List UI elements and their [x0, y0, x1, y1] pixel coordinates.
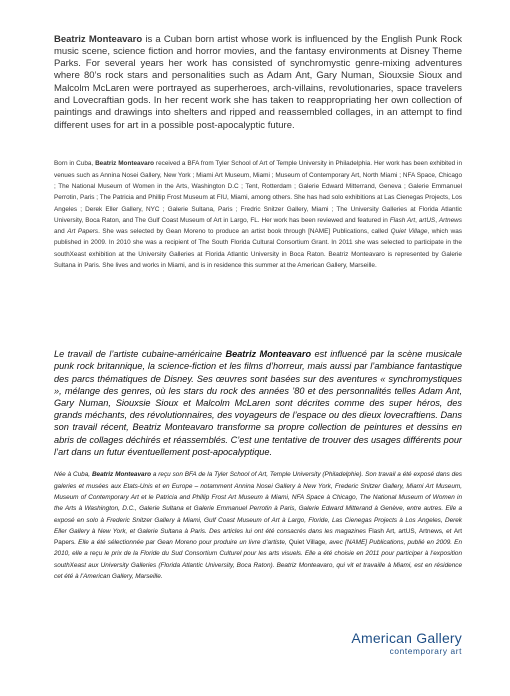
- gallery-logo-subtitle: contemporary art: [389, 646, 462, 656]
- gallery-logo-name: American Gallery: [351, 630, 462, 646]
- bio-text: ,: [415, 216, 419, 224]
- intro-text: Le travail de l’artiste cubaine-américaine: [54, 349, 226, 360]
- publication-title: Art Papers: [67, 228, 99, 236]
- book-title: Quiet Village: [390, 228, 428, 236]
- artist-name: Beatriz Monteavaro: [95, 160, 155, 168]
- bio-text: received a BFA from Tyler School of Art of Temple University in Philadelphia. Her work has been exhibited in venues such as Annina Nosei Gallery, New York ; Miami Art Museum, Miami ; Museum of Contemporary Art, North Miami ; NFA Space, Chicago ; The National Museum of Women in the Arts, Washington D.C ; Tent, Rotterdam ; Galerie Edward Mitterrand, Geneva ; Galerie Emmanuel Perrotin, Paris ; The Patricia and Phillip Frost Museum at FIU, Miami, among others. She has had solo exhibitions at Las Cienegas Projects, Los Angeles ; Derek Eller Gallery, NYC ; Galerie Sultana, Paris ; Fredric Snitzer Gallery, Miami ; The University Galleries at Florida Atlantic University, Boca Raton, and The Gulf Coast Museum of Art in Largo, FL. Her work has been reviewed and featured in: [54, 160, 463, 224]
- publication-title: Flash Art: [389, 216, 416, 224]
- bio-text: , which was published in 2009. In 2010 she was a recipient of The South Florida Cultural Consortium Grant. In 2011 she was selected to participate in the southXeast exhibition at the University Galleries at Florida Atlantic University in Boca Raton. Beatriz Monteavaro is represented by Galerie Sultana in Paris. She lives and works in Miami, and is in residence this summer at the American Gallery, Marseille.: [54, 228, 462, 270]
- publication-title: Artnews: [418, 527, 442, 535]
- artist-name: Beatriz Monteavaro: [225, 349, 312, 360]
- bio-text: ,: [435, 216, 439, 224]
- intro-text: is a Cuban born artist whose work is influenced by the English Punk Rock music scene, science fiction and horror movies, and the fantasy environments at Disney Theme Parks. For several years her work has consisted of synchromystic genre-mixing adventures where 80’s rock stars and personalities such as Adam Ant, Gary Numan, Siouxsie Sioux and Malcolm McLaren were portrayed as superheroes, arch-villains, revolutionaries, space travelers and Lovecraftian gods. In her recent work she has taken to reappropriating her own collection of paintings and drawings into shelters and ripped and reassembled collages, in an attempt to find different uses for art in a possible post-apocalyptic future.: [54, 33, 462, 131]
- bio-text: , et: [441, 527, 454, 535]
- bio-text: Née à Cuba,: [54, 471, 92, 479]
- intro-text: est influencé par la scène musicale punk rock britannique, la science-fiction et les films d’horreur, mais aussi par l’ambiance fantastique des parcs thématiques de Disney. Ses œuvres sont basées sur des aventures « synchromystiques », mélange des genres, où les stars du rock des années ’80 et des personnalités telles Adam Ant, Gary Numan, Siouxsie Sioux et Malcolm McLaren sont décrites comme des super héros, des grands méchants, des révolutionnaires, des voyageurs de l’espace ou des dieux lovecraftiens. Dans son travail récent, Beatriz Monteavaro transforme sa propre collection de peintures et dessins en abris de collages déchirés et réassemblés. C’est une tentative de trouver des usages différents pour l’art dans un futur éventuellement post-apocalyptique.: [54, 349, 462, 457]
- bio-text: , avec [NAME] Publications, publié en 2009. En 2010, elle a reçu le prix de la Floride du Sud Consortium Culturel pour les arts visuels. Elle a été choisie en 2011 pour participer à l’exposition southXeast aux University Galleries (Florida Atlantic University, Boca Raton). Beatriz Monteavaro, qui vit et travaille à Miami, est en résidence cet été à l’American Gallery, Marseille.: [54, 539, 462, 581]
- bio-text: a reçu son BFA de la Tyler School of Art, Temple University (Philadelphie). Son travail a été exposé dans des galeries et musées aux Etats-Unis et en Europe – notamment Annina Nosei Gallery à New York, Frederic Snitzer Gallery, Miami Art Museum, Museum of Contemporary Art et le Patricia and Phillip Frost Art Museum à Miami, NFA Space à Chicago, The National Museum of Women in the Arts à Washington, D.C., Galerie Sultana et Galerie Emmanuel Perrotin à Paris, Galerie Edward Mitterand à Genève, entre autres. Elle a exposé en solo à Frederic Snitzer Gallery à Miami, Gulf Coast Museum of Art à Largo, Floride, Las Cienegas Projects à Los Angeles, Derek Eller Gallery à New York, et Galerie Sultana à Paris. Des articles lui ont été consacrés dans les magazines: [54, 471, 462, 535]
- bio-text: Born in Cuba,: [54, 160, 96, 168]
- intro-paragraph-en: [54, 34, 462, 132]
- publication-title: Artnews: [438, 216, 462, 224]
- gallery-logo: [351, 631, 462, 656]
- bio-text: . She was selected by Gean Moreno to produce an artist book through [NAME] Publications, called: [98, 228, 391, 236]
- intro-paragraph-fr: [54, 348, 462, 458]
- bio-paragraph-en: [54, 158, 462, 271]
- bio-text: ,: [414, 527, 419, 535]
- bio-text: . Elle a été sélectionnée par Gean Moreno pour produire un livre d’artiste,: [74, 539, 289, 547]
- bio-paragraph-fr: [54, 469, 462, 582]
- book-title: Quiet Village: [288, 539, 326, 547]
- publication-title: Art Papers: [54, 527, 462, 547]
- artist-name: Beatriz Monteavaro: [91, 471, 151, 479]
- artist-name: Beatriz Monteavaro: [54, 33, 143, 45]
- publication-title: Flash Art: [368, 527, 395, 535]
- bio-text: and: [54, 228, 68, 236]
- bio-text: ,: [394, 527, 399, 535]
- publication-title: artUS: [398, 527, 415, 535]
- publication-title: artUS: [418, 216, 436, 224]
